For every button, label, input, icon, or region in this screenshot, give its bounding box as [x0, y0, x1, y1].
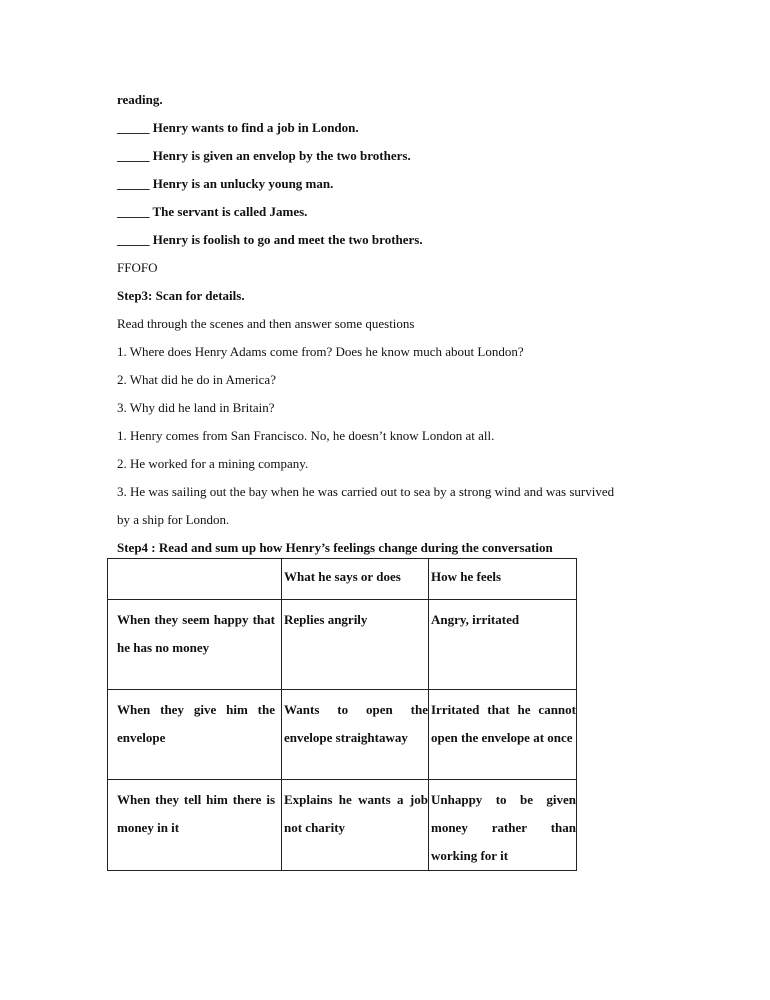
table-cell: Angry, irritated	[429, 600, 577, 690]
answer-2: 2. He worked for a mining company.	[117, 456, 309, 471]
table-cell: When they seem happy that he has no money	[108, 600, 282, 690]
reading-line: reading.	[117, 92, 163, 107]
table-cell: Unhappy to be given money rather than working for it	[429, 780, 577, 871]
answer-3-cont: by a ship for London.	[117, 512, 230, 527]
feelings-table	[107, 558, 577, 871]
step3-heading: Step3: Scan for details.	[117, 288, 245, 303]
step3-instruction: Read through the scenes and then answer some questions	[117, 316, 415, 331]
table-cell: When they give him the envelope	[108, 690, 282, 780]
table-row	[108, 690, 577, 780]
question-2: 2. What did he do in America?	[117, 372, 276, 387]
table-cell: When they tell him there is money in it	[108, 780, 282, 871]
answer-3: 3. He was sailing out the bay when he was carried out to sea by a strong wind and was survived	[117, 484, 615, 499]
answer-1: 1. Henry comes from San Francisco. No, he doesn’t know London at all.	[117, 428, 495, 443]
statement-2: _____ Henry is given an envelop by the two brothers.	[117, 148, 411, 163]
table-header-cell: How he feels	[429, 559, 577, 600]
table-cell: Irritated that he cannot open the envelope at once	[429, 690, 577, 780]
table-header-cell	[108, 559, 282, 600]
table-row	[108, 600, 577, 690]
table-cell: Replies angrily	[282, 600, 429, 690]
table-header-cell: What he says or does	[282, 559, 429, 600]
statement-1: _____ Henry wants to find a job in London.	[117, 120, 359, 135]
table-row	[108, 780, 577, 871]
statement-4: _____ The servant is called James.	[117, 204, 308, 219]
statement-5: _____ Henry is foolish to go and meet the two brothers.	[117, 232, 423, 247]
step4-heading: Step4 : Read and sum up how Henry’s feelings change during the conversation	[117, 540, 553, 555]
question-3: 3. Why did he land in Britain?	[117, 400, 275, 415]
answer-key: FFOFO	[117, 260, 158, 275]
table-header-row	[108, 559, 577, 600]
table-cell: Wants to open the envelope straightaway	[282, 690, 429, 780]
table-cell: Explains he wants a job not charity	[282, 780, 429, 871]
question-1: 1. Where does Henry Adams come from? Does he know much about London?	[117, 344, 524, 359]
statement-3: _____ Henry is an unlucky young man.	[117, 176, 334, 191]
